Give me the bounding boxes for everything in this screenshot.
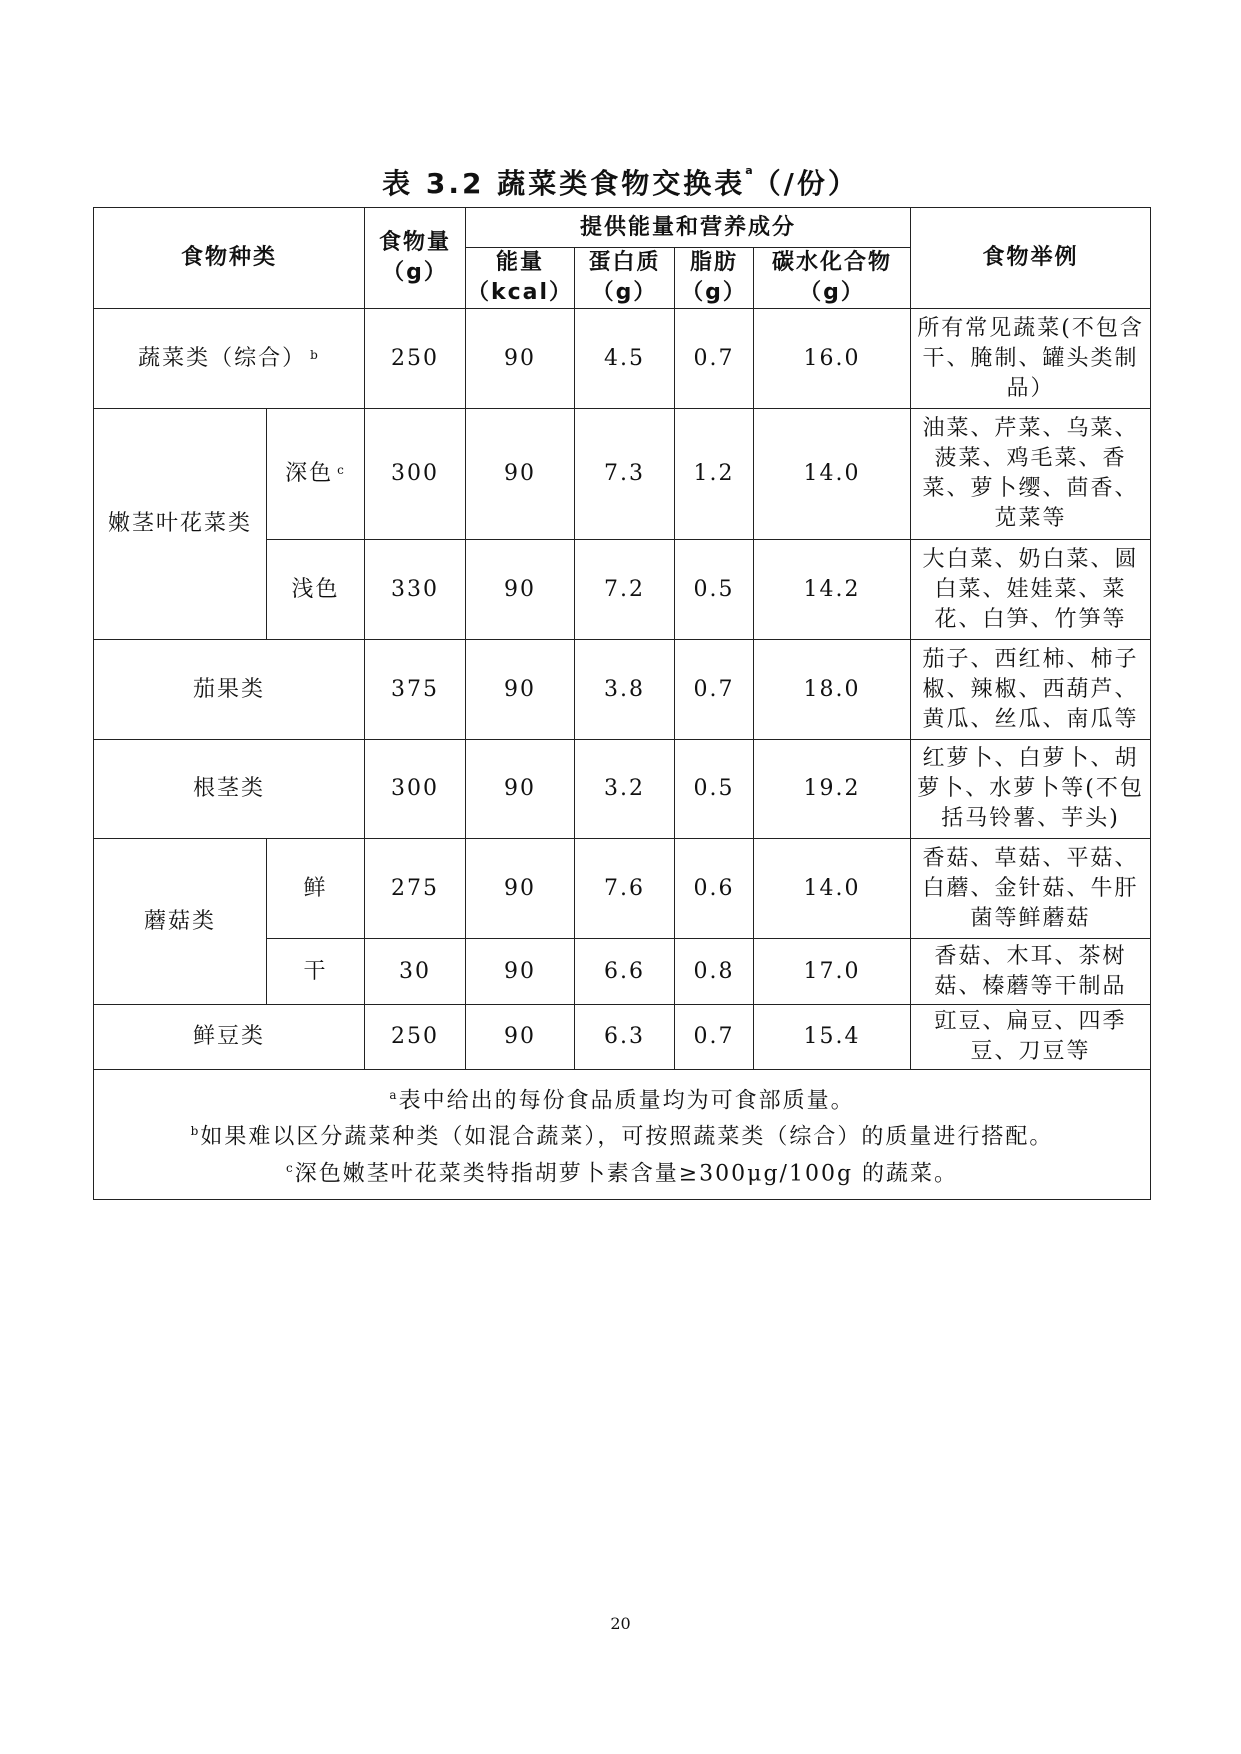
footnote-c [94, 1153, 1150, 1189]
cell-protein: 7.6 [575, 839, 675, 939]
table-title-text: 表 3.2 蔬菜类食物交换表 [382, 167, 746, 200]
row-subcategory [267, 409, 365, 540]
table-title [0, 162, 1241, 202]
page-number: 20 [610, 1614, 631, 1633]
cell-protein: 6.6 [575, 939, 675, 1005]
cell-examples: 所有常见蔬菜(不包含干、腌制、罐头类制品） [911, 309, 1151, 409]
header-fat-unit: （g） [681, 280, 747, 305]
cell-fat: 0.5 [675, 740, 754, 839]
header-examples: 食物举例 [911, 208, 1151, 309]
cell-fat: 0.6 [675, 839, 754, 939]
table-row [94, 740, 1151, 839]
cell-carbohydrate: 16.0 [754, 309, 911, 409]
table-row [94, 1005, 1151, 1070]
row-category: 茄果类 [94, 640, 365, 740]
footnote-text: 表中给出的每份食品质量均为可食部质量。 [398, 1088, 855, 1114]
cell-amount: 300 [365, 409, 466, 540]
cell-amount: 250 [365, 309, 466, 409]
cell-protein: 7.2 [575, 540, 675, 640]
cell-amount: 330 [365, 540, 466, 640]
row-subcategory: 干 [267, 939, 365, 1005]
cell-energy: 90 [466, 640, 575, 740]
cell-examples: 大白菜、奶白菜、圆白菜、娃娃菜、菜花、白笋、竹笋等 [911, 540, 1151, 640]
cell-energy: 90 [466, 409, 575, 540]
cell-amount: 275 [365, 839, 466, 939]
cell-fat: 0.8 [675, 939, 754, 1005]
cell-examples: 油菜、芹菜、乌菜、菠菜、鸡毛菜、香菜、萝卜缨、茴香、苋菜等 [911, 409, 1151, 540]
header-carbohydrate-unit: （g） [799, 280, 865, 305]
footnote-marker: b [190, 1124, 201, 1139]
header-protein-label: 蛋白质 [588, 250, 661, 275]
table-row [94, 309, 1151, 409]
title-footnote-marker: a [745, 164, 753, 177]
header-energy [466, 248, 575, 309]
cell-protein: 6.3 [575, 1005, 675, 1070]
header-energy-label: 能量 [496, 250, 545, 275]
header-amount-label: 食物量 [379, 230, 452, 255]
footnote-marker: c [286, 1160, 295, 1175]
cell-energy: 90 [466, 309, 575, 409]
cell-carbohydrate: 17.0 [754, 939, 911, 1005]
cell-carbohydrate: 14.0 [754, 409, 911, 540]
table-row [94, 409, 1151, 540]
row-group-category: 蘑菇类 [94, 839, 267, 1005]
cell-carbohydrate: 15.4 [754, 1005, 911, 1070]
subcategory-label: 深色 [285, 461, 334, 486]
table-row [94, 640, 1151, 740]
header-nutrition-group: 提供能量和营养成分 [466, 208, 911, 248]
cell-examples: 豇豆、扁豆、四季豆、刀豆等 [911, 1005, 1151, 1070]
table-title-unit: （/份） [752, 167, 859, 200]
cell-amount: 300 [365, 740, 466, 839]
row-category: 鲜豆类 [94, 1005, 365, 1070]
cell-fat: 0.5 [675, 540, 754, 640]
header-carbohydrate-label: 碳水化合物 [772, 250, 893, 275]
footnote-text: 如果难以区分蔬菜种类（如混合蔬菜），可按照蔬菜类（综合）的质量进行搭配。 [200, 1124, 1054, 1150]
cell-energy: 90 [466, 540, 575, 640]
cell-carbohydrate: 18.0 [754, 640, 911, 740]
row-subcategory: 浅色 [267, 540, 365, 640]
cell-energy: 90 [466, 740, 575, 839]
header-fat [675, 248, 754, 309]
cell-protein: 3.2 [575, 740, 675, 839]
header-amount [365, 208, 466, 309]
footnote-a [94, 1080, 1150, 1116]
header-energy-unit: （kcal） [466, 280, 574, 305]
cell-examples: 茄子、西红柿、柿子椒、辣椒、西葫芦、黄瓜、丝瓜、南瓜等 [911, 640, 1151, 740]
cell-protein: 7.3 [575, 409, 675, 540]
notes-row [94, 1070, 1151, 1200]
cell-carbohydrate: 14.0 [754, 839, 911, 939]
header-fat-label: 脂肪 [690, 250, 739, 275]
cell-fat: 1.2 [675, 409, 754, 540]
cell-energy: 90 [466, 839, 575, 939]
cell-fat: 0.7 [675, 1005, 754, 1070]
row-group-category: 嫩茎叶花菜类 [94, 409, 267, 640]
cell-energy: 90 [466, 1005, 575, 1070]
header-protein-unit: （g） [591, 280, 658, 305]
footnote-text: 深色嫩茎叶花菜类特指胡萝卜素含量≥300μg/100g 的蔬菜。 [294, 1160, 959, 1186]
cell-energy: 90 [466, 939, 575, 1005]
table-footnotes [94, 1070, 1151, 1200]
cell-amount: 250 [365, 1005, 466, 1070]
cell-amount: 375 [365, 640, 466, 740]
cell-carbohydrate: 14.2 [754, 540, 911, 640]
footnote-marker: b [310, 347, 320, 362]
header-protein [575, 248, 675, 309]
header-carbohydrate [754, 248, 911, 309]
footnote-marker: c [337, 463, 346, 477]
cell-protein: 4.5 [575, 309, 675, 409]
row-category: 根茎类 [94, 740, 365, 839]
footnote-b [94, 1116, 1150, 1152]
cell-amount: 30 [365, 939, 466, 1005]
cell-protein: 3.8 [575, 640, 675, 740]
category-label: 蔬菜类（综合） [138, 345, 307, 371]
cell-examples: 红萝卜、白萝卜、胡萝卜、水萝卜等(不包括马铃薯、芋头) [911, 740, 1151, 839]
cell-fat: 0.7 [675, 309, 754, 409]
header-category: 食物种类 [94, 208, 365, 309]
vegetable-exchange-table [93, 207, 1151, 1200]
row-category [94, 309, 365, 409]
cell-carbohydrate: 19.2 [754, 740, 911, 839]
cell-examples: 香菇、木耳、茶树菇、榛蘑等干制品 [911, 939, 1151, 1005]
footnote-marker: a [389, 1088, 399, 1102]
header-amount-unit: （g） [382, 260, 448, 285]
table-row [94, 839, 1151, 939]
cell-fat: 0.7 [675, 640, 754, 740]
header-row-1 [94, 208, 1151, 248]
row-subcategory: 鲜 [267, 839, 365, 939]
cell-examples: 香菇、草菇、平菇、白蘑、金针菇、牛肝菌等鲜蘑菇 [911, 839, 1151, 939]
